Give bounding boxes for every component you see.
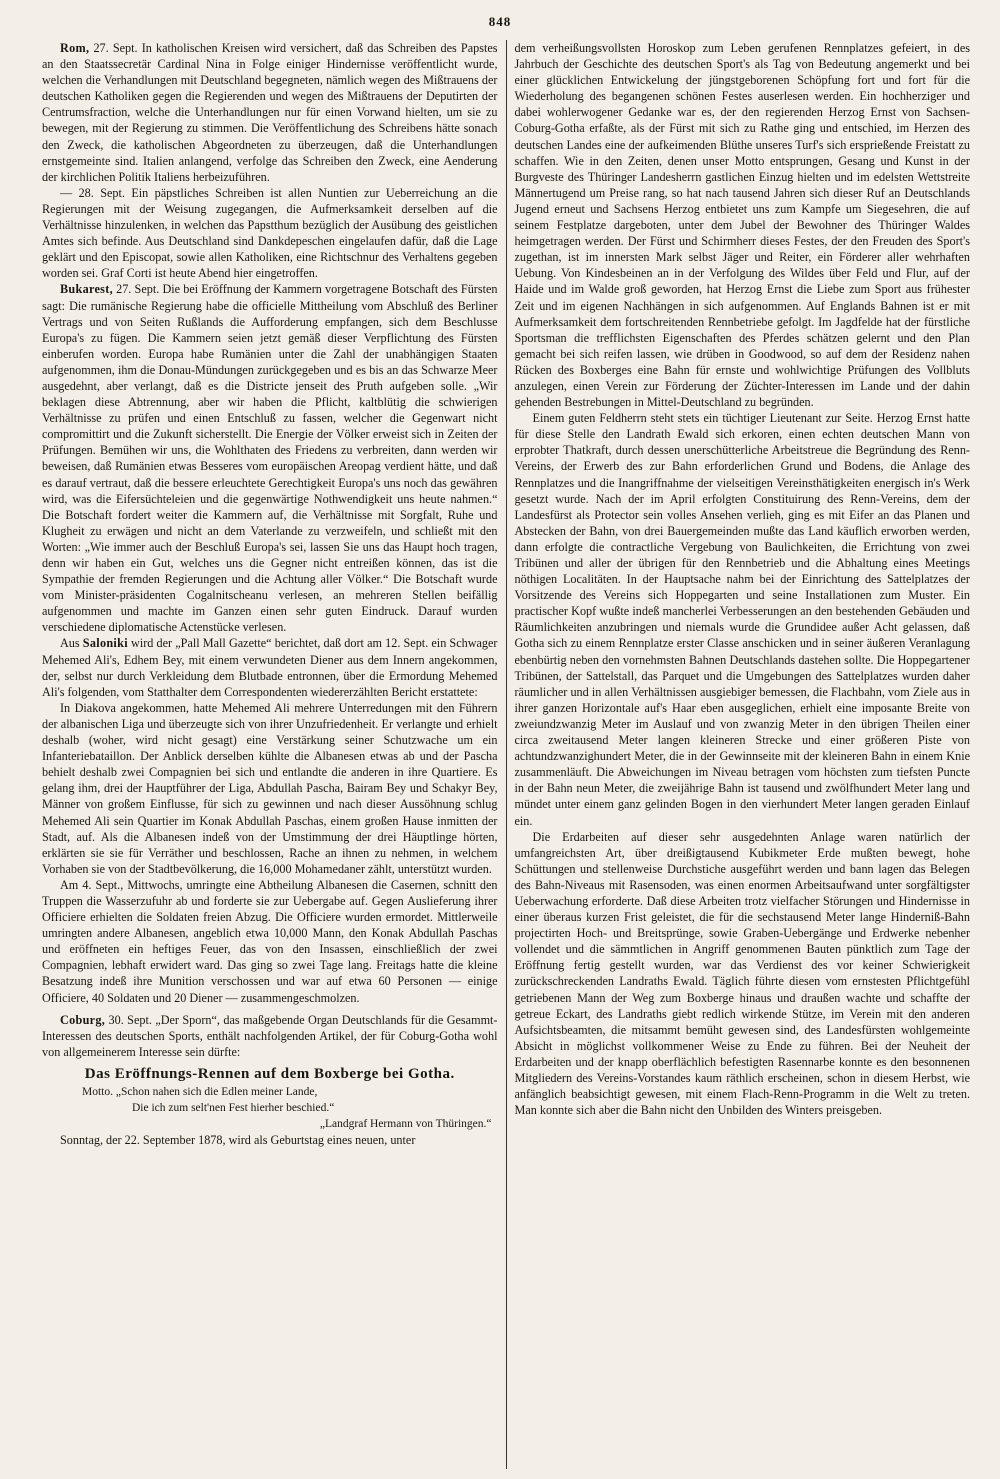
article-text: Aus — [60, 636, 83, 651]
dateline-date: 30. Sept. — [105, 1012, 152, 1027]
left-column — [34, 40, 506, 1469]
article-paragraph: dem verheißungsvollsten Horoskop zum Leben gerufenen Rennplatzes gefeiert, in des Jahrbuch der Geschichte des deutschen Sport's als Tag von Bedeutung angemerkt und bei einer glücklichen Entwickelung der jüngstgeborenen Schöpfung fort und fort für die Wiederholung des begangenen schönen Festes auserlesen werden. Ein hochherziger und dabei wohlerwogener Gedanke war es, der den regierenden Herzog Ernst von Sachsen-Coburg-Gotha erfaßte, als der Fürst mit sich zu Rathe ging und entschied, im Herzen des deutschen Landes eine der aufkeimenden Blüthe unseres Turf's sich ersprießende Freistatt zu schaffen. Wie in den Zeiten, denen unser Motto entsprungen, Gesang und Kunst in der Burgveste des Thüringer Landesherrn gastlichen Einzug hielten und im edelsten Wettstreite Männertugend um Preise rang, so hat nach tausend Jahren sich dieser Ruf an Deutschlands Jugend erneut und Sachsens Herzog entbietet uns zum Kampfe um Siegesehren, die auf seinem Festplatze dargeboten, unter dem Jubel der Bewohner des Thüringer Waldes heimgetragen werden. Der Fürst und Schirmherr dieses Festes, der den Freuden des Sport's zugethan, ist im innersten Mark selbst Jäger und Reiter, ein Förderer aller wehrhaften Uebung. Von Kindesbeinen an in der Verfolgung des Wildes über Feld und Flur, auf der Haide und im Walde groß geworden, hat Herzog Ernst die Liebe zum Sport aus frühester Zeit und im eigenen Nachhängen in sich aufgenommen. Auf Englands Bahnen ist er mit Aufmerksamkeit dem fortschreitenden Rennbetriebe gefolgt. Im Jagdfelde hat der fürstliche Sportsman die trefflichsten Eigenschaften des Pferdes schätzen gelernt und den Plan gemacht bei sich reifen lassen, wie drüben in Goodwood, so auf dem der Residenz nahen Rücken des Boxberges eine Bahn für ernste und wohlwichtige Prüfungen des Vollbluts anzulegen, einen Verein zur Förderung der Züchter-Interessen im Lande und der dahin gehenden Bestrebungen in Mittel-Deutschland zu begründen. — [514, 41, 970, 410]
article-text: wird der „Pall Mall Gazette“ berichtet, daß dort am 12. Sept. ein Schwager Mehemed Ali's, Edhem Bey, mit einem verwundeten Diener aus dem Innern angekommen, der, selbst nur durch Verkleidung dem Blutbade entronnen, über die Ermordung Mehemed Ali's folgenden, vom Statthalter dem Correspondenten wiedererzählten Bericht erstattete: — [42, 636, 498, 699]
article-text: „Der Sporn“, das maßgebende Organ Deutschlands für die Gesammt-Interessen des deutschen Sports, enthält nachfolgenden Artikel, der für Coburg-Gotha wohl von allgemeinerem Interesse sein dürfte: — [42, 1012, 498, 1059]
page-number: 848 — [488, 14, 512, 29]
dateline-place: Coburg, — [60, 1012, 106, 1027]
dateline-date: 27. Sept. — [89, 41, 138, 55]
article-diakova: In Diakova angekommen, hatte Mehemed Ali mehrere Unterredungen mit den Führern der albanischen Liga und überzeugte sich von ihrer Unzufriedenheit. Er verlangte und erhielt deshalb (woher, wird nicht gesagt) eine Verstärkung seiner Schutzwache um ein Infanteriebataillon. Der Anblick derselben kühlte die Albanesen etwas ab und der Pascha behielt deshalb zwei Compagnien bei sich und entlandte die anderen in ihre Quartiere. Es gelang ihm, drei der Hauptführer der Liga, Abdullah Pascha, Bairam Bey und Schakyr Bey, Männer von großem Einflusse, für sich zu gewinnen und nach dieser Aussöhnung schlug Mehemed Ali sein Quartier im Konak Abdullah Paschas, einem großen Hause inmitten der Stadt, auf. Als die Albanesen indeß von der Umstimmung der drei Häuptlinge hörten, erklärten sie sie für Verräther und beschlossen, Rache an ihnen zu nehmen, in welchem Vorhaben sie von der Stadtbevölkerung, die 16,000 Mohamedaner zählt, unterstützt wurden. — [42, 700, 498, 876]
article-headline: Das Eröffnungs-Rennen auf dem Boxberge bei Gotha. — [84, 1065, 455, 1082]
article-text: In katholischen Kreisen wird versichert, daß das Schreiben des Papstes an den Staatssecretär Cardinal Nina in Folge einiger Hindernisse veröffentlicht wurde, welchen die Verhandlungen mit Deutschland begegneten, nämlich wegen des Mißtrauens der deutschen Katholiken gegen die Regierenden und wegen des Mißtrauens der Deputirten der Centrumsfraction, welche die Unterhandlungen nur für einen Vorwand hielten, um sie zu bewegen, mit der Regierung zu stimmen. Die Veröffentlichung des Schreibens hätte sonach den Zweck, die katholischen Abgeordneten zu überzeugen, daß die Unterhandlungen ernstgemeinte sind. Italien anlangend, verfolge das Schreiben den Zweck, eine Aenderung der kirchlichen Politik Italiens herbeizuführen. — [42, 41, 498, 184]
dateline-date: 27. Sept. — [112, 282, 160, 297]
motto-line: Motto. „Schon nahen sich die Edlen meiner Lande, — [82, 1086, 318, 1098]
article-paragraph: Die Erdarbeiten auf dieser sehr ausgedehnten Anlage waren natürlich der umfangreichsten Art, über dreißigtausend Kubikmeter Erde mußten bewegt, hohe Schüttungen und stellenweise Durchstiche ausgeführt werden und bann lagen das Belegen des Bahn-Niveaus mit Rasensoden, was einen enormen Arbeitsaufwand unter sorgfältigster Ueberwachung erforderte. Daß diese Arbeiten trotz vielfacher Störungen und Hindernisse in einer überaus kurzen Frist geleistet, die für die sechstausend Meter lange Hinderniß-Bahn projectirten Hoch- und Breitsprünge, sowie Graben-Uebergänge und Erdwerke nebenher vollendet und die sämmtlichen in Angriff genommenen Bauten pünktlich zum Tage der Eröffnung fertig gestellt wurden, war das Verdienst des vor keiner Schwierigkeit zurückschreckenden Landraths Ewald. Täglich führte diesen vom ernstesten Pflichtgefühl getriebenen Mann der Weg zum Boxberge hinaus und draußen wachte und schaffte der getreue Eckart, des Landraths giebt redlich wirkende Stütze, im Verein mit den anderen Aufsichtsbeamten, die mitsammt bemüht gewesen sind, des Landesfürsten wohlgemeinte Absicht in möglichst vollkommener Weise zu Ende zu führen. Bei der Neuheit der Erdarbeiten und der knapp oberflächlich befestigten Rasennarbe konnte es den besonnenen Mitgliedern des Vereins-Vorstandes kaum räthlich erscheinen, schon in diesem Herbst, wie anfänglich beabsichtigt gewesen, mit einem Flach-Renn-Programm in die Welt zu treten. Man konnte sich aber die Bahn nicht den Unbilden des Winters preisgeben. — [514, 829, 970, 1118]
article-columns — [34, 40, 978, 1469]
motto-signature: „Landgraf Hermann von Thüringen.“ — [319, 1118, 492, 1131]
dateline-place: Bukarest, — [60, 282, 113, 297]
right-column — [507, 40, 979, 1469]
article-coburg — [42, 1012, 498, 1060]
article-saloniki — [42, 635, 498, 699]
dateline-place: Saloniki — [82, 636, 128, 651]
article-coburg-start: Sonntag, der 22. September 1878, wird als Geburtstag eines neuen, unter — [60, 1133, 416, 1148]
article-rom — [42, 40, 498, 185]
article-sept4: Am 4. Sept., Mittwochs, umringte eine Abtheilung Albanesen die Casernen, schnitt den Truppen die Wasserzufuhr ab und forderte sie zur Uebergabe auf. Gegen Auslieferung ihrer Officiere erhielten die Soldaten freien Abzug. Die Officiere wurden ermordet. Mittlerweile umringten andere Albanesen, angeblich etwa 10,000 Mann, den Konak Abdullah Paschas und eröffneten ein heftiges Feuer, das von den Insassen, einschließlich der zwei Compagnien, lebhaft erwidert ward. Das ging so zwei Tage lang. Freitags hatte die kleine Besatzung indeß ihre Munition verschossen und war auf etwa 60 Personen — einige Officiere, 40 Soldaten und 20 Diener — zusammengeschmolzen. — [42, 877, 498, 1005]
article-text: Die bei Eröffnung der Kammern vorgetragene Botschaft des Fürsten sagt: Die rumänische Regierung habe die officielle Mittheilung vom Abschluß des Berliner Vertrags und von Seiten Rußlands die Aufforderung empfangen, sich dem Beschlusse Europa's zu fügen. Die Kammern seien jetzt gemäß dieser Verpflichtung des Fürsten einberufen worden. Europa habe Rumänien unter die Zahl der unabhängigen Staaten aufgenommen, ihm die Donau-Mündungen zurückgegeben und es bis an das Schwarze Meer ausgedehnt, aber verlangt, daß es die Districte jenseit des Pruth aufgeben solle. „Wir beklagen diese Abtrennung, aber wir haben die Pflicht, kaltblütig die schwierigen Verhältnisse zu prüfen und einen Entschluß zu fassen, welcher die Gegenwart nicht compromittirt und die Zukunft sicherstellt. Die Energie der Völker erweist sich in Zeiten der Prüfungen. Bemühen wir uns, die Wohlthaten des Friedens zu verbreiten, dann werden wir beweisen, daß Rumänien etwas Besseres vom europäischen Areopag verdient hätte, und daß es darauf vertraut, daß die bessere erleuchtete Gerechtigkeit Europa's uns noch das gewähren wird, was die Eifersüchteleien und die gegenwärtige Nothwendigkeit uns heute nahmen.“ Die Botschaft fordert weiter die Kammern auf, die Verhältnisse mit Sorgfalt, Ruhe und Klugheit zu erwägen und nicht an dem Vaterlande zu verzweifeln, und schließt mit den Worten: „Wie immer auch der Beschluß Europa's sei, lassen Sie uns das Haupt hoch tragen, denn wir haben ein Gut, welches uns die Gegner nicht entreißen können, das ist die Sympathie der fremden Regierungen und die Achtung aller Völker.“ Die Botschaft wurde vom Minister-präsidenten Cogalnitscheanu verlesen, an mehreren Stellen beifällig aufgenommen und machte im Ganzen einen sehr guten Eindruck. Darauf wurden verschiedene diplomatische Actenstücke verlesen. — [42, 282, 498, 635]
article-bukarest — [42, 281, 498, 635]
dateline-place: Rom, — [60, 41, 90, 55]
article-paragraph: Einem guten Feldherrn steht stets ein tüchtiger Lieutenant zur Seite. Herzog Ernst hatte für diese Stelle den Landrath Ewald sich erkoren, einen echten deutschen Mann von erprobter Thatkraft, durch dessen unerschütterliche Arbeitstreue die Begründung des Renn-Vereins, der Erwerb des zur Bahn erforderlichen Grund und Bodens, die Anlage des Rennplatzes und die Inangriffnahme der vielseitigen Vereinsthätigkeiten energisch in's Werk gesetzt wurde. Nach der im April erfolgten Constituirung des Renn-Vereins, dem der Landesfürst als Protector sein volles Ansehen verlieh, ging es mit Eifer an das Planen und Abstecken der Bahn, von drei Bauergemeinden mußte das Land käuflich erworben werden, dann erfolgte die contractliche Vergebung von Baulichkeiten, die Errichtung von zwei Tribünen und aller der übrigen für den Rennbetrieb und die Abhaltung eines Meetings nöthigen Localitäten. In der Hauptsache nahm bei der Einrichtung des Sattelplatzes der Vorsitzende des Vereins sich Hoppegarten und seine Installationen zum Muster. Ein practischer Kopf wußte indeß mancherlei Verbesserungen an den bestehenden Gebäuden und Räumlichkeiten anzubringen und niemals wurde die Grundidee außer Acht gelassen, daß Gotha sich zu einem Rennplatze erster Classe anschicken und in seiner äußeren Veranlagung ebenbürtig neben den vornehmsten Bahnen Deutschlands dastehen sollte. Die Hoppegartener Tribünen, der Sattelstall, das Parquet und die Umgebungen des Sattelplatzes wurden daher räumlicher und in allen Verhältnissen ausgiebiger bemessen, die Flachbahn, vom Ziele aus in ihrer ganzen Horizontale auf's Haar eben ausgeglichen, erhielt eine imposante Breite von zweiundzwanzig Meter im Auslauf und von zwanzig Meter in den übrigen Theilen einer circa zweitausend Meter langen kleineren Strecke und einer größeren Piste von achtundzwanzighundert Meter, die in der Gewinnseite mit der kleineren Bahn in einem Knie zusammenläuft. Die Abweichungen im Niveau betragen vom höchsten zum tiefsten Puncte in der Bahn neun Meter, die zweijährige Bahn ist tausend und zwölfhundert Meter lang und mündet unter einem ganz gelinden Bogen in den vierhundert Meter langen geraden Einlauf ein. — [514, 411, 970, 828]
motto-line: Die ich zum selt'nen Fest hierher beschied.“ — [132, 1102, 335, 1115]
article-rom-28: — 28. Sept. Ein päpstliches Schreiben ist allen Nuntien zur Ueberreichung an die Regierungen mit der Weisung zugegangen, die Aufmerksamkeit derselben auf die Verhältnisse hinzulenken, in welchen das Papstthum bezüglich der Ausübung des geistlichen Amtes sich befinde. Aus Deutschland sind Dankdepeschen eingelaufen dafür, daß die Lage geklärt und den Episcopat, sowie allen Katholiken, eine Richtschnur des Verhaltens gegeben worden sei. Graf Corti ist heute Abend hier eingetroffen. — [42, 185, 498, 281]
